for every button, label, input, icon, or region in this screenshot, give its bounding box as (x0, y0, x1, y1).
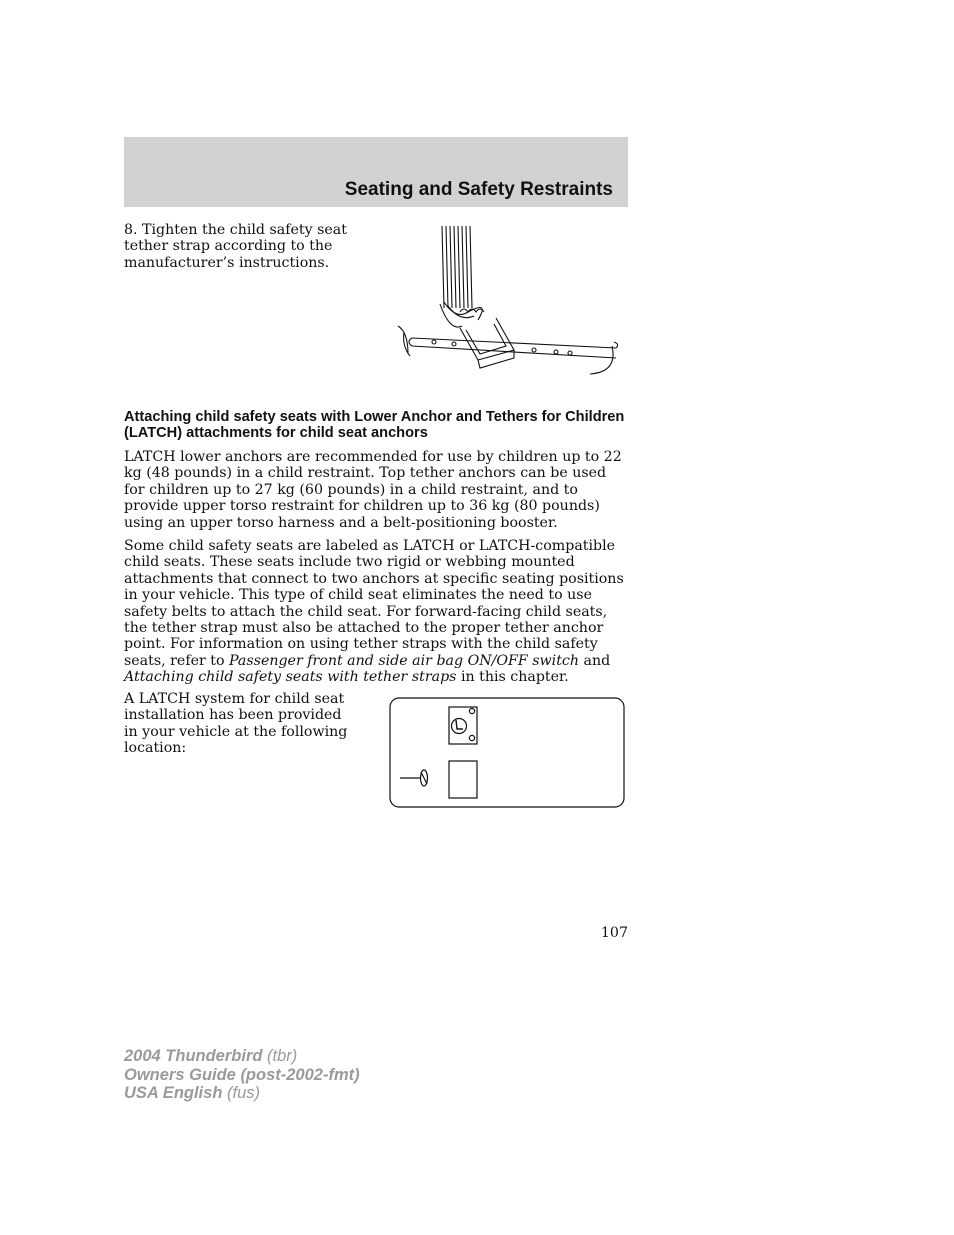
document-footer (124, 1047, 360, 1103)
footer-line-3 (124, 1084, 360, 1103)
tether-strap-illustration (394, 222, 624, 382)
para2-text-start: Some child safety seats are labeled as LATCH or LATCH-compatible child seats. These seats include two rigid or webbing mounted attachments that connect to two anchors at specific seating positions in your vehicle. This type of child seat eliminates the need to use safety belts to attach the child seat. For forward-facing child seats, the tether strap must also be attached to the proper tether anchor point. For information on using tether straps with the child safety seats, refer to (124, 538, 624, 669)
footer-language-code: (fus) (222, 1084, 260, 1103)
para2-reference-tether-straps: Attaching child safety seats with tether straps (124, 669, 457, 686)
footer-model-code: (tbr) (262, 1047, 298, 1065)
footer-guide: Owners Guide (post-2002-fmt) (124, 1065, 360, 1084)
footer-line-2 (124, 1066, 360, 1085)
step-8-text: 8. Tighten the child safety seat tether strap according to the manufacturer’s instructions. (124, 222, 347, 271)
latch-paragraph-1: LATCH lower anchors are recommended for use by children up to 22 kg (48 pounds) in a child restraint. Top tether anchors can be used for children up to 27 kg (60 pounds) in a child restraint, and to provide upper torso restraint for children up to 36 kg (80 pounds) using an upper torso harness and a belt-positioning booster. (124, 449, 622, 531)
footer-line-1 (124, 1047, 360, 1066)
section-header-band (124, 137, 628, 207)
latch-heading: Attaching child safety seats with Lower Anchor and Tethers for Children (LATCH) attachments for child seat anchors (124, 409, 625, 442)
footer-model: 2004 Thunderbird (124, 1047, 263, 1065)
para2-reference-airbag-switch: Passenger front and side air bag ON/OFF switch (229, 652, 579, 669)
page-number: 107 (600, 925, 628, 941)
latch-location-diagram (388, 696, 626, 809)
para2-text-end: in this chapter. (456, 669, 569, 686)
para2-text-and: and (579, 652, 611, 669)
section-title: Seating and Safety Restraints (344, 179, 613, 200)
footer-language: USA English (124, 1084, 223, 1103)
latch-paragraph-2 (124, 538, 630, 686)
latch-paragraph-3: A LATCH system for child seat installation has been provided in your vehicle at the following location: (124, 691, 348, 757)
